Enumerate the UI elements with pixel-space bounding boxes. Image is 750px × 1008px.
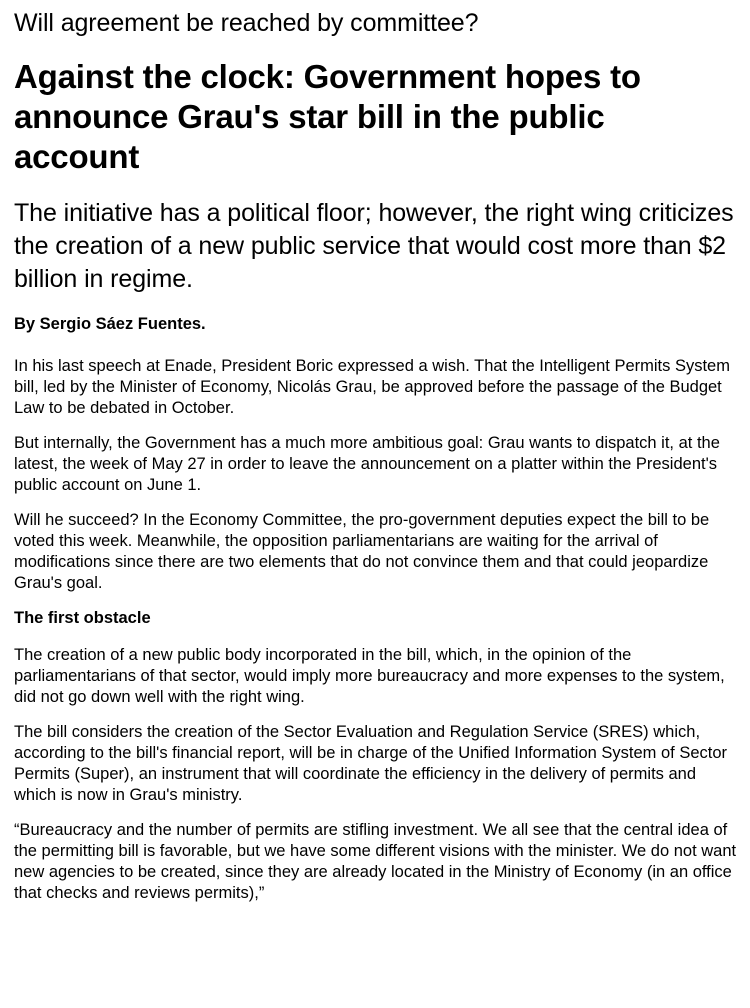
article-paragraph: In his last speech at Enade, President Boric expressed a wish. That the Intelligent Permits System bill, led by the Minister of Economy, Nicolás Grau, be approved before the passage of the Budget Law to be debated in October.: [14, 357, 730, 417]
section-heading: The first obstacle: [14, 609, 151, 627]
article-paragraph: But internally, the Government has a much more ambitious goal: Grau wants to dispatch it, at the latest, the week of May 27 in order to leave the announcement on a platter within the President's public account on June 1.: [14, 434, 720, 494]
article-byline: By Sergio Sáez Fuentes.: [14, 315, 206, 333]
article-paragraph: Will he succeed? In the Economy Committee, the pro-government deputies expect the bill to be voted this week. Meanwhile, the opposition parliamentarians are waiting for the arrival of modifications since there are two elements that do not convince them and that could jeopardize Grau's goal.: [14, 511, 710, 592]
article-paragraph: The creation of a new public body incorporated in the bill, which, in the opinion of the parliamentarians of that sector, would imply more bureaucracy and more expenses to the system, did not go down well with the right wing.: [14, 646, 725, 706]
article-kicker: Will agreement be reached by committee?: [14, 9, 479, 37]
article-paragraph: The bill considers the creation of the Sector Evaluation and Regulation Service (SRES) which, according to the bill's financial report, will be in charge of the Unified Information System of Sector Permits (Super), an instrument that will coordinate the efficiency in the delivery of permits and which is now in Grau's ministry.: [14, 723, 728, 804]
article-paragraph: “Bureaucracy and the number of permits are stifling investment. We all see that the central idea of the permitting bill is favorable, but we have some different visions with the minister. We do not want new agencies to be created, since they are already located in the Ministry of Economy (in an office that checks and reviews permits),”: [14, 821, 737, 902]
article-headline: Against the clock: Government hopes to announce Grau's star bill in the public account: [14, 58, 641, 175]
article-subheadline: The initiative has a political floor; however, the right wing criticizes the creation of a new public service that would cost more than $2 billion in regime.: [14, 199, 734, 293]
